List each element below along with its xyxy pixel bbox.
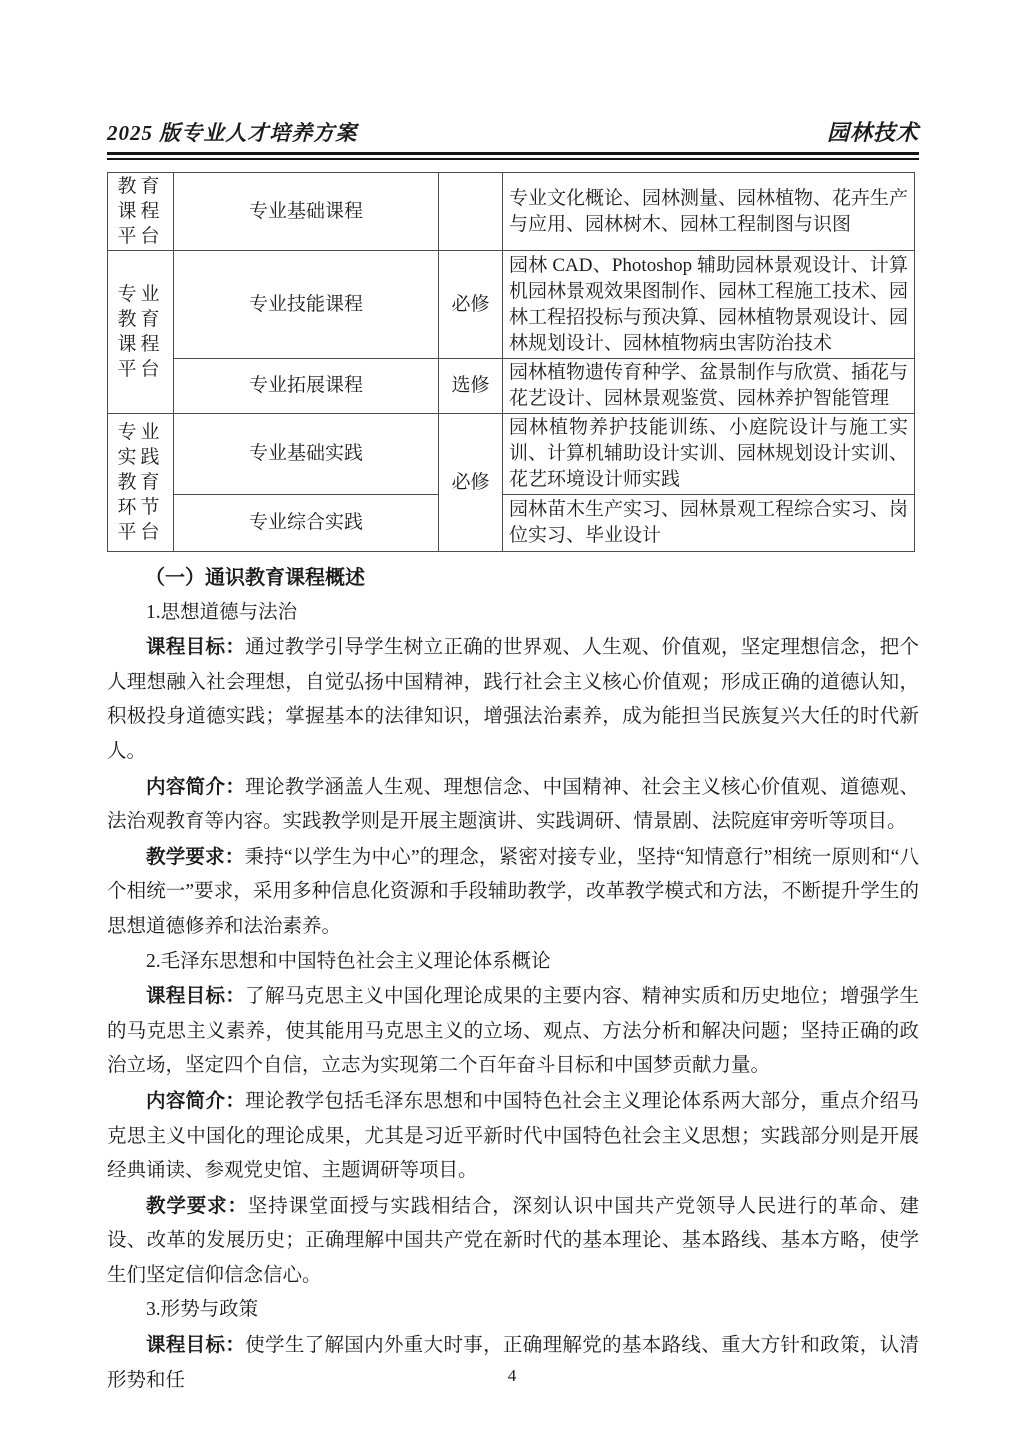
type-cell: 必修 — [439, 414, 503, 552]
category-cell: 专业基础实践 — [174, 414, 439, 495]
course-title: 3.形势与政策 — [146, 1299, 259, 1321]
paragraph-text: 坚持课堂面授与实践相结合，深刻认识中国共产党领导人民进行的革命、建设、改革的发展历史；正确理解中国共产党在新时代的基本理论、基本路线、基本方略，使学生们坚定信仰信念信心。 — [107, 1195, 919, 1286]
paragraph-label: 内容简介： — [146, 775, 246, 798]
paragraph-text: 理论教学涵盖人生观、理想信念、中国精神、社会主义核心价值观、道德观、法治观教育等内容。实践教学则是开展主题演讲、实践调研、情景剧、法院庭审旁听等项目。 — [107, 776, 919, 833]
category-cell: 专业基础课程 — [174, 173, 439, 251]
category-cell: 专业技能课程 — [174, 251, 439, 359]
type-cell — [439, 173, 503, 251]
paragraph-label: 教学要求： — [146, 845, 245, 868]
header-right-title: 园林技术 — [826, 120, 919, 145]
paragraph — [107, 840, 919, 945]
content-area — [107, 0, 919, 1398]
page-number: 4 — [507, 1366, 517, 1385]
paragraph-label: 课程目标： — [146, 985, 246, 1008]
header-left-title: 2025 版专业人才培养方案 — [107, 121, 358, 145]
paragraph — [107, 1084, 919, 1189]
type-cell: 选修 — [439, 359, 503, 414]
paragraph-label: 课程目标： — [146, 1334, 246, 1357]
table-row — [108, 173, 915, 251]
table-row — [108, 414, 915, 495]
course-title: 1.思想道德与法治 — [146, 601, 298, 623]
paragraph-text: 秉持“以学生为中心”的理念，紧密对接专业，坚持“知情意行”相统一原则和“八个相统一”要求，采用多种信息化资源和手段辅助教学，改革教学模式和方法，不断提升学生的思想道德修养和法治素养。 — [107, 846, 919, 937]
paragraph — [107, 979, 919, 1084]
header-divider — [107, 152, 919, 160]
paragraph-label: 教学要求： — [146, 1194, 248, 1217]
section-heading: （一）通识教育课程概述 — [145, 567, 365, 589]
courses-cell: 园林 CAD、Photoshop 辅助园林景观设计、计算机园林景观效果图制作、园林工程施工技术、园林工程招投标与预决算、园林植物景观设计、园林规划设计、园林植物病虫害防治技术 — [503, 251, 915, 359]
course-title: 2.毛泽东思想和中国特色社会主义理论体系概论 — [146, 950, 551, 972]
paragraph — [107, 1328, 919, 1398]
paragraph — [107, 630, 919, 769]
paragraph-label: 内容简介： — [146, 1089, 246, 1112]
courses-cell: 园林苗木生产实习、园林景观工程综合实习、岗位实习、毕业设计 — [503, 495, 915, 552]
table-row — [108, 359, 915, 414]
table-row — [108, 495, 915, 552]
platform-cell: 专业实践教育环节平台 — [108, 414, 174, 552]
platform-cell: 专业教育课程平台 — [108, 251, 174, 414]
paragraph — [107, 770, 919, 840]
category-cell: 专业综合实践 — [174, 495, 439, 552]
courses-cell: 园林植物养护技能训练、小庭院设计与施工实训、计算机辅助设计实训、园林规划设计实训、花艺环境设计师实践 — [503, 414, 915, 495]
courses-cell: 园林植物遗传育种学、盆景制作与欣赏、插花与花艺设计、园林景观鉴赏、园林养护智能管理 — [503, 359, 915, 414]
paragraph-text: 通过教学引导学生树立正确的世界观、人生观、价值观，坚定理想信念，把个人理想融入社会理想，自觉弘扬中国精神，践行社会主义核心价值观；形成正确的道德认知，积极投身道德实践；掌握基本的法律知识，增强法治素养，成为能担当民族复兴大任的时代新人。 — [107, 637, 919, 762]
paragraph-text: 使学生了解国内外重大时事，正确理解党的基本路线、重大方针和政策，认清形势和任 — [107, 1335, 919, 1391]
courses-cell: 专业文化概论、园林测量、园林植物、花卉生产与应用、园林树木、园林工程制图与识图 — [503, 173, 915, 251]
table-row — [108, 251, 915, 359]
paragraph-text: 理论教学包括毛泽东思想和中国特色社会主义理论体系两大部分，重点介绍马克思主义中国化的理论成果，尤其是习近平新时代中国特色社会主义思想；实践部分则是开展经典诵读、参观党史馆、主题调研等项目。 — [107, 1090, 919, 1182]
page-header — [107, 116, 919, 147]
paragraph-text: 了解马克思主义中国化理论成果的主要内容、精神实质和历史地位；增强学生的马克思主义素养，使其能用马克思主义的立场、观点、方法分析和解决问题；坚持正确的政治立场，坚定四个自信，立志为实现第二个百年奋斗目标和中国梦贡献力量。 — [107, 986, 919, 1077]
platform-cell: 教育课程平台 — [108, 173, 174, 251]
category-cell: 专业拓展课程 — [174, 359, 439, 414]
paragraph-label: 课程目标： — [146, 636, 246, 659]
type-cell: 必修 — [439, 251, 503, 359]
course-platform-table — [107, 172, 915, 552]
paragraph — [107, 1189, 919, 1294]
